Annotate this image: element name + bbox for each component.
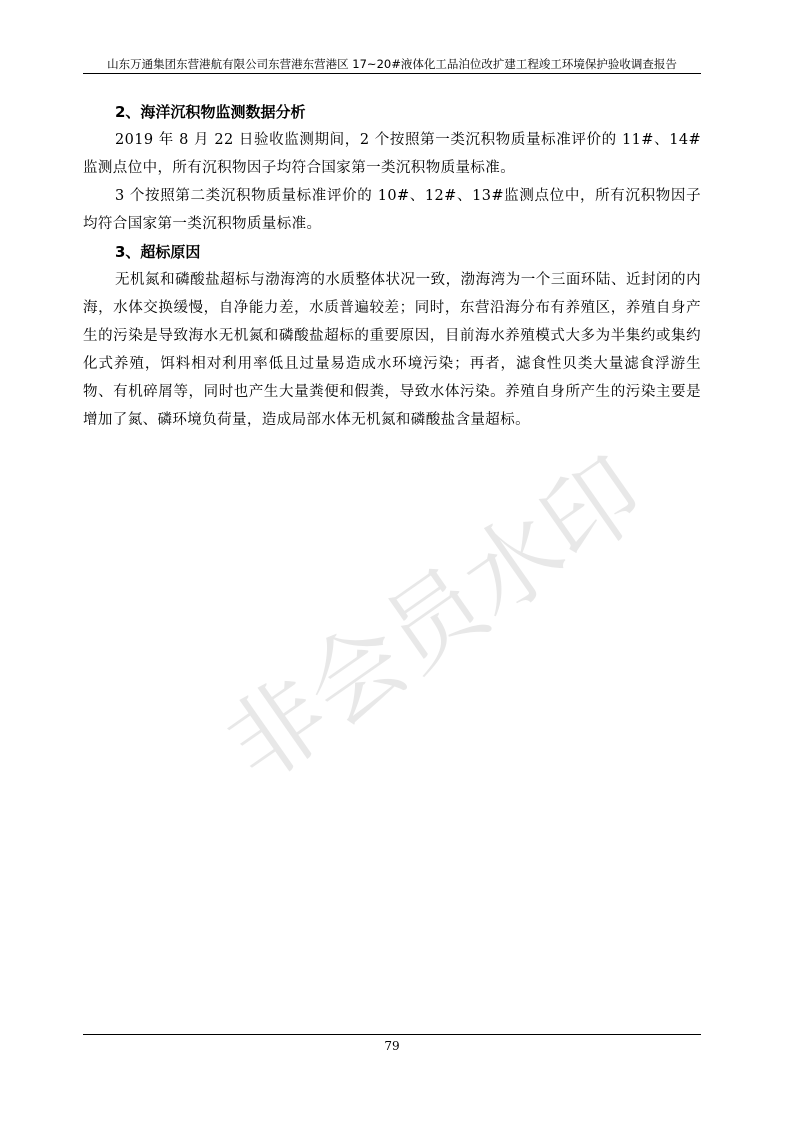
section-heading: 2、海洋沉积物监测数据分析 bbox=[115, 103, 306, 121]
section-exceedance-causes bbox=[83, 238, 701, 434]
running-header: 山东万通集团东营港航有限公司东营港东营港区 17~20#液体化工品泊位改扩建工程竣工环境保护验收调查报告 bbox=[107, 57, 677, 71]
page-content bbox=[83, 98, 701, 434]
page-number: 79 bbox=[384, 1039, 400, 1053]
footer-rule bbox=[83, 1034, 701, 1035]
watermark: 非会员水印 bbox=[206, 436, 664, 804]
paragraph: 3 个按照第二类沉积物质量标准评价的 10#、12#、13#监测点位中，所有沉积物因子均符合国家第一类沉积物质量标准。 bbox=[83, 188, 701, 232]
section-sediment-analysis bbox=[83, 98, 701, 238]
paragraph: 2019 年 8 月 22 日验收监测期间，2 个按照第一类沉积物质量标准评价的 11#、14#监测点位中，所有沉积物因子均符合国家第一类沉积物质量标准。 bbox=[83, 132, 701, 176]
paragraph: 无机氮和磷酸盐超标与渤海湾的水质整体状况一致，渤海湾为一个三面环陆、近封闭的内海，水体交换缓慢，自净能力差，水质普遍较差；同时，东营沿海分布有养殖区，养殖自身产生的污染是导致海水无机氮和磷酸盐超标的重要原因，目前海水养殖模式大多为半集约或集约化式养殖，饵料相对利用率低且过量易造成水环境污染；再者，滤食性贝类大量滤食浮游生物、有机碎屑等，同时也产生大量粪便和假粪，导致水体污染。养殖自身所产生的污染主要是增加了氮、磷环境负荷量，造成局部水体无机氮和磷酸盐含量超标。 bbox=[83, 272, 701, 428]
header-rule bbox=[83, 73, 701, 74]
section-heading: 3、超标原因 bbox=[115, 243, 201, 261]
